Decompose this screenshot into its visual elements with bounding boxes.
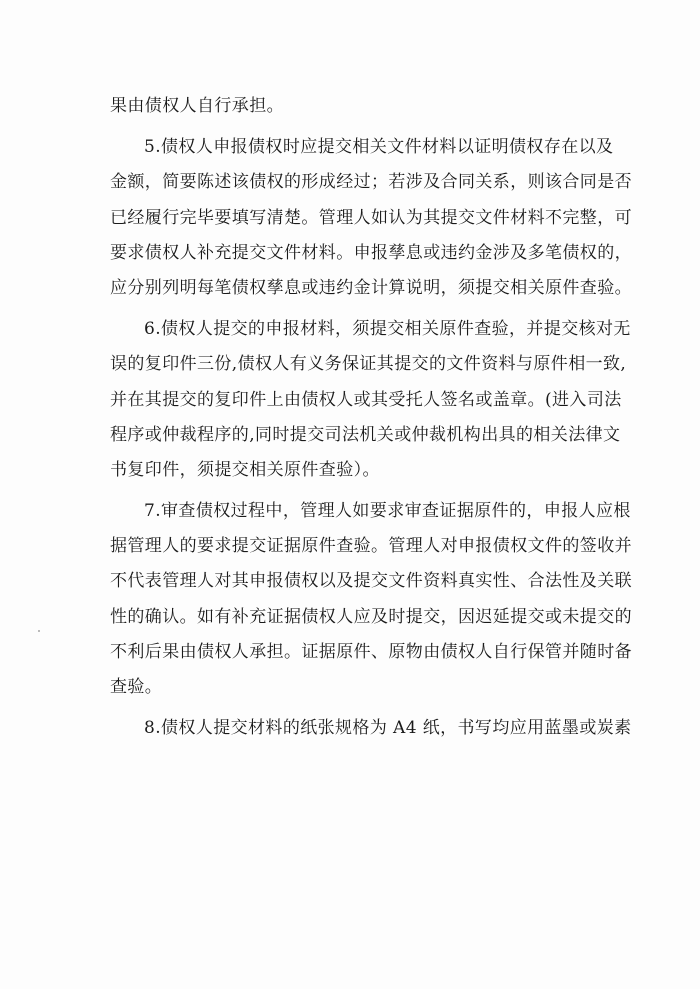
paragraph-7-line-1: 7.审查债权过程中，管理人如要求审查证据原件的，申报人应根 xyxy=(144,501,631,522)
paragraph-5-line-2: 金额，简要陈述该债权的形成经过；若涉及合同关系，则该合同是否 xyxy=(110,172,632,193)
document-body xyxy=(110,89,632,746)
paragraph-7-line-4: 性的确认。如有补充证据债权人应及时提交，因迟延提交或未提交的 xyxy=(110,606,632,627)
paragraph-line: 果由债权人自行承担。 xyxy=(110,96,284,116)
paragraph-5-line-4: 要求债权人补充提交文件材料。申报孳息或违约金涉及多笔债权的， xyxy=(110,242,632,263)
paragraph-8-line-1: 8.债权人提交材料的纸张规格为 A4 纸，书写均应用蓝墨或炭素 xyxy=(144,718,632,739)
paragraph-5-line-3: 已经履行完毕要填写清楚。管理人如认为其提交文件材料不完整，可 xyxy=(110,207,632,228)
scan-speck xyxy=(38,630,40,632)
paragraph-7-line-3: 不代表管理人对其申报债权以及提交文件资料真实性、合法性及关联 xyxy=(110,571,632,592)
paragraph-7-line-6: 查验。 xyxy=(110,677,163,697)
paragraph-7-line-2: 据管理人的要求提交证据原件查验。管理人对申报债权文件的签收并 xyxy=(110,536,632,557)
paragraph-5-line-1: 5.债权人申报债权时应提交相关文件材料以证明债权存在以及 xyxy=(144,137,614,158)
paragraph-6-line-3: 并在其提交的复印件上由债权人或其受托人签名或盖章。(进入司法 xyxy=(110,389,622,410)
paragraph-6-line-1: 6.债权人提交的申报材料，须提交相关原件查验，并提交核对无 xyxy=(144,319,631,340)
paragraph-6-line-4: 程序或仲裁程序的,同时提交司法机关或仲裁机构出具的相关法律文 xyxy=(110,424,621,445)
paragraph-6-line-2: 误的复印件三份,债权人有义务保证其提交的文件资料与原件相一致, xyxy=(110,354,627,375)
paragraph-7-line-5: 不利后果由债权人承担。证据原件、原物由债权人自行保管并随时备 xyxy=(110,641,632,662)
paragraph-5-line-5: 应分别列明每笔债权孳息或违约金计算说明，须提交相关原件查验。 xyxy=(110,277,632,298)
paragraph-6-line-5: 书复印件，须提交相关原件查验）。 xyxy=(110,459,380,480)
